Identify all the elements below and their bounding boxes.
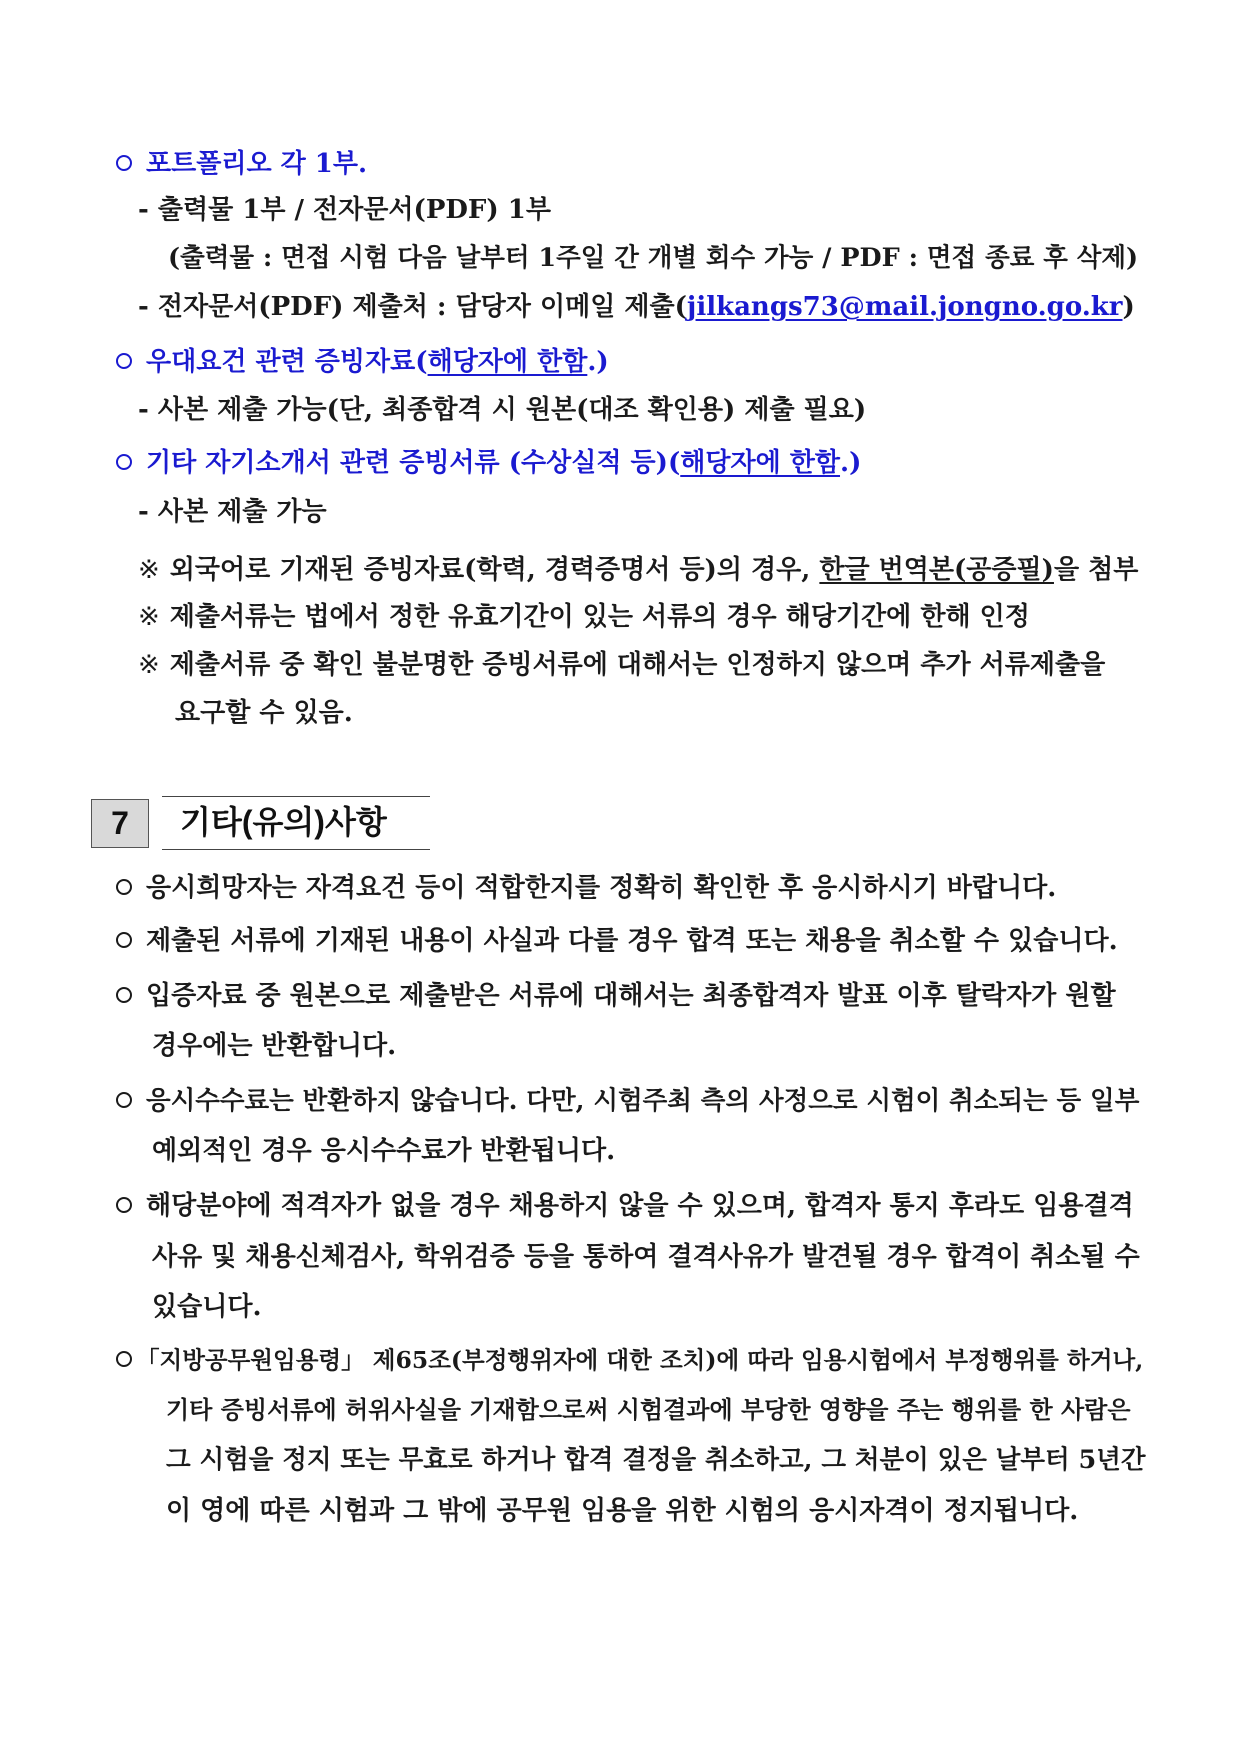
- preference-item: - 사본 제출 가능(단, 최종합격 시 원본(대조 확인용) 제출 필요): [138, 395, 867, 425]
- circle-bullet-icon: [116, 353, 132, 369]
- circle-bullet-icon: [116, 155, 132, 171]
- other-docs-item: - 사본 제출 가능: [138, 497, 327, 527]
- list-item-cont: 있습니다.: [152, 1292, 262, 1322]
- portfolio-item-submission: - 전자문서(PDF) 제출처 : 담당자 이메일 제출(jilkangs73@mail.jongno.go.kr): [138, 292, 1135, 322]
- list-item: 응시희망자는 자격요건 등이 적합한지를 정확히 확인한 후 응시하시기 바랍니다.: [116, 871, 1056, 905]
- portfolio-note: (출력물 : 면접 시험 다음 날부터 1주일 간 개별 회수 가능 / PDF : 면접 종료 후 삭제): [168, 243, 1139, 273]
- note-foreign-language: ※ 외국어로 기재된 증빙자료(학력, 경력증명서 등)의 경우, 한글 번역본(공증필)을 첨부: [138, 555, 1139, 585]
- portfolio-item-output: - 출력물 1부 / 전자문서(PDF) 1부: [138, 195, 551, 225]
- note-validity-period: ※ 제출서류는 법에서 정한 유효기간이 있는 서류의 경우 해당기간에 한해 인정: [138, 602, 1030, 632]
- circle-bullet-icon: [116, 932, 132, 948]
- circle-bullet-icon: [116, 879, 132, 895]
- section-title: 기타(유의)사항: [162, 796, 430, 850]
- reference-mark-icon: ※: [138, 602, 160, 632]
- portfolio-heading: 포트폴리오 각 1부.: [116, 147, 367, 181]
- list-item-cont: 경우에는 반환합니다.: [152, 1031, 397, 1061]
- circle-bullet-icon: [116, 1092, 132, 1108]
- list-item-cont: 예외적인 경우 응시수수료가 반환됩니다.: [152, 1136, 616, 1166]
- circle-bullet-icon: [116, 454, 132, 470]
- list-item: 해당분야에 적격자가 없을 경우 채용하지 않을 수 있으며, 합격자 통지 후라도 임용결격: [116, 1189, 1134, 1223]
- list-item-cont: 그 시험을 정지 또는 무효로 하거나 합격 결정을 취소하고, 그 처분이 있은 날부터 5년간: [166, 1445, 1146, 1475]
- list-item: 「지방공무원임용령」 제65조(부정행위자에 대한 조치)에 따라 임용시험에서 부정행위를 하거나,: [116, 1343, 1143, 1377]
- list-item: 응시수수료는 반환하지 않습니다. 다만, 시험주최 측의 사정으로 시험이 취소되는 등 일부: [116, 1084, 1139, 1118]
- other-docs-heading: 기타 자기소개서 관련 증빙서류 (수상실적 등)(해당자에 한함.): [116, 446, 861, 480]
- circle-bullet-icon: [116, 1351, 132, 1367]
- circle-bullet-icon: [116, 1197, 132, 1213]
- list-item-cont: 이 영에 따른 시험과 그 밖에 공무원 임용을 위한 시험의 응시자격이 정지됩니다.: [166, 1496, 1079, 1526]
- reference-mark-icon: ※: [138, 555, 160, 585]
- list-item: 입증자료 중 원본으로 제출받은 서류에 대해서는 최종합격자 발표 이후 탈락자가 원할: [116, 979, 1116, 1013]
- note-unclear-docs: ※ 제출서류 중 확인 불분명한 증빙서류에 대해서는 인정하지 않으며 추가 서류제출을: [138, 650, 1106, 680]
- circle-bullet-icon: [116, 987, 132, 1003]
- reference-mark-icon: ※: [138, 650, 160, 680]
- section-number: 7: [91, 799, 149, 848]
- contact-email-link[interactable]: jilkangs73@mail.jongno.go.kr: [686, 292, 1123, 322]
- list-item: 제출된 서류에 기재된 내용이 사실과 다를 경우 합격 또는 채용을 취소할 수 있습니다.: [116, 924, 1118, 958]
- list-item-cont: 사유 및 채용신체검사, 학위검증 등을 통하여 결격사유가 발견될 경우 합격이 취소될 수: [152, 1242, 1140, 1272]
- preference-heading: 우대요건 관련 증빙자료(해당자에 한함.): [116, 345, 609, 379]
- note-unclear-docs-cont: 요구할 수 있음.: [175, 698, 353, 728]
- list-item-cont: 기타 증빙서류에 허위사실을 기재함으로써 시험결과에 부당한 영향을 주는 행위를 한 사람은: [166, 1395, 1131, 1424]
